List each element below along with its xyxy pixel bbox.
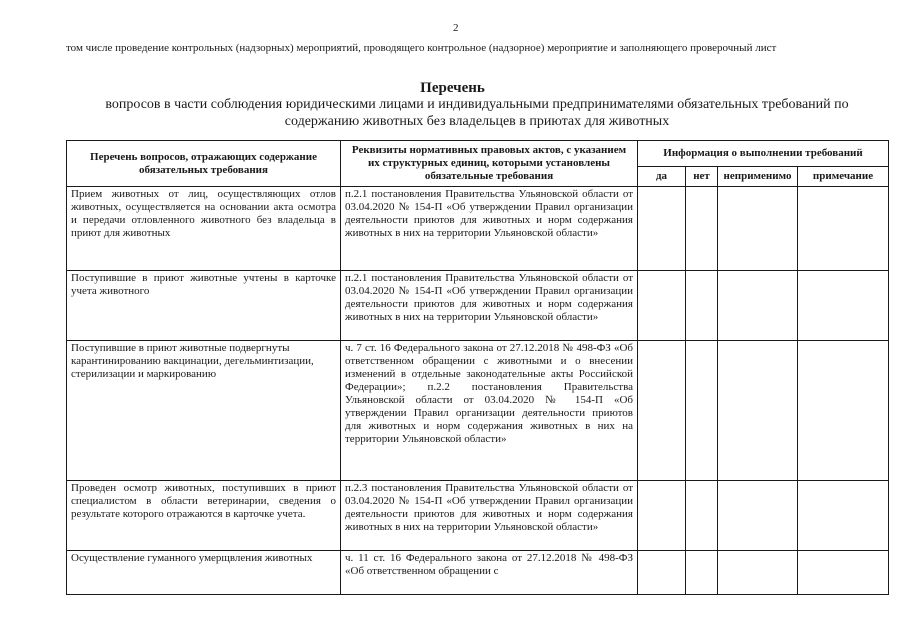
yes-cell[interactable] <box>638 271 686 341</box>
no-cell[interactable] <box>686 271 718 341</box>
header-note: примечание <box>798 167 889 187</box>
document-title: Перечень <box>420 80 485 96</box>
not-applicable-cell[interactable] <box>718 187 798 271</box>
table-row <box>67 481 889 551</box>
act-cell: ч. 11 ст. 16 Федерального закона от 27.12.2018 № 498-ФЗ «Об ответственном обращении с <box>341 551 638 595</box>
question-cell: Проведен осмотр животных, поступивших в приют специалистом в области ветеринарии, сведения о результате которого отражаются в карточке учета. <box>67 481 341 551</box>
no-cell[interactable] <box>686 341 718 481</box>
question-cell: Поступившие в приют животные учтены в карточке учета животного <box>67 271 341 341</box>
table-row <box>67 551 889 595</box>
note-cell[interactable] <box>798 481 889 551</box>
header-info: Информация о выполнении требований <box>638 141 889 167</box>
table-row <box>67 271 889 341</box>
intro-paragraph: том числе проведение контрольных (надзорных) мероприятий, проводящего контрольное (надзорное) мероприятие и заполняющего проверочный лист <box>66 42 777 54</box>
not-applicable-cell[interactable] <box>718 341 798 481</box>
note-cell[interactable] <box>798 187 889 271</box>
yes-cell[interactable] <box>638 551 686 595</box>
no-cell[interactable] <box>686 187 718 271</box>
yes-cell[interactable] <box>638 187 686 271</box>
document-subtitle: вопросов в части соблюдения юридическими лицами и индивидуальными предпринимателями обязательных требований по содержанию животных без владельцев в приютах для животных <box>105 97 849 129</box>
header-yes: да <box>638 167 686 187</box>
act-cell: ч. 7 ст. 16 Федерального закона от 27.12.2018 № 498-ФЗ «Об ответственном обращении с животными и о внесении изменений в отдельные законодательные акты Российской Федерации»; п.2.2 постановления Правительства Ульяновской области от 03.04.2020 № 154-П «Об утверждении Правил организации деятельности приютов для животных и норм содержания животных в них на территории Ульяновской области» <box>341 341 638 481</box>
not-applicable-cell[interactable] <box>718 481 798 551</box>
act-cell: п.2.1 постановления Правительства Ульяновской области от 03.04.2020 № 154-П «Об утверждении Правил организации деятельности приютов для животных и норм содержания животных в них на территории Ульяновской области» <box>341 187 638 271</box>
table-row <box>67 341 889 481</box>
not-applicable-cell[interactable] <box>718 271 798 341</box>
note-cell[interactable] <box>798 341 889 481</box>
requirements-table <box>66 140 889 595</box>
not-applicable-cell[interactable] <box>718 551 798 595</box>
no-cell[interactable] <box>686 481 718 551</box>
header-acts: Реквизиты нормативных правовых актов, с указанием их структурных единиц, которыми установлены обязательные требования <box>341 141 638 187</box>
header-not-applicable: неприменимо <box>718 167 798 187</box>
no-cell[interactable] <box>686 551 718 595</box>
note-cell[interactable] <box>798 271 889 341</box>
note-cell[interactable] <box>798 551 889 595</box>
header-questions: Перечень вопросов, отражающих содержание обязательных требования <box>67 141 341 187</box>
yes-cell[interactable] <box>638 481 686 551</box>
question-cell: Поступившие в приют животные подвергнуты карантинированию вакцинации, дегельминтизации, стерилизации и маркированию <box>67 341 341 481</box>
table-row <box>67 187 889 271</box>
question-cell: Прием животных от лиц, осуществляющих отлов животных, осуществляется на основании акта осмотра и передачи отловленного животного без владельца в приют для животных <box>67 187 341 271</box>
page-number: 2 <box>453 22 459 34</box>
yes-cell[interactable] <box>638 341 686 481</box>
act-cell: п.2.3 постановления Правительства Ульяновской области от 03.04.2020 № 154-П «Об утверждении Правил организации деятельности приютов для животных и норм содержания животных в них на территории Ульяновской области» <box>341 481 638 551</box>
header-no: нет <box>686 167 718 187</box>
question-cell: Осуществление гуманного умерщвления животных <box>67 551 341 595</box>
act-cell: п.2.1 постановления Правительства Ульяновской области от 03.04.2020 № 154-П «Об утверждении Правил организации деятельности приютов для животных и норм содержания животных в них на территории Ульяновской области» <box>341 271 638 341</box>
